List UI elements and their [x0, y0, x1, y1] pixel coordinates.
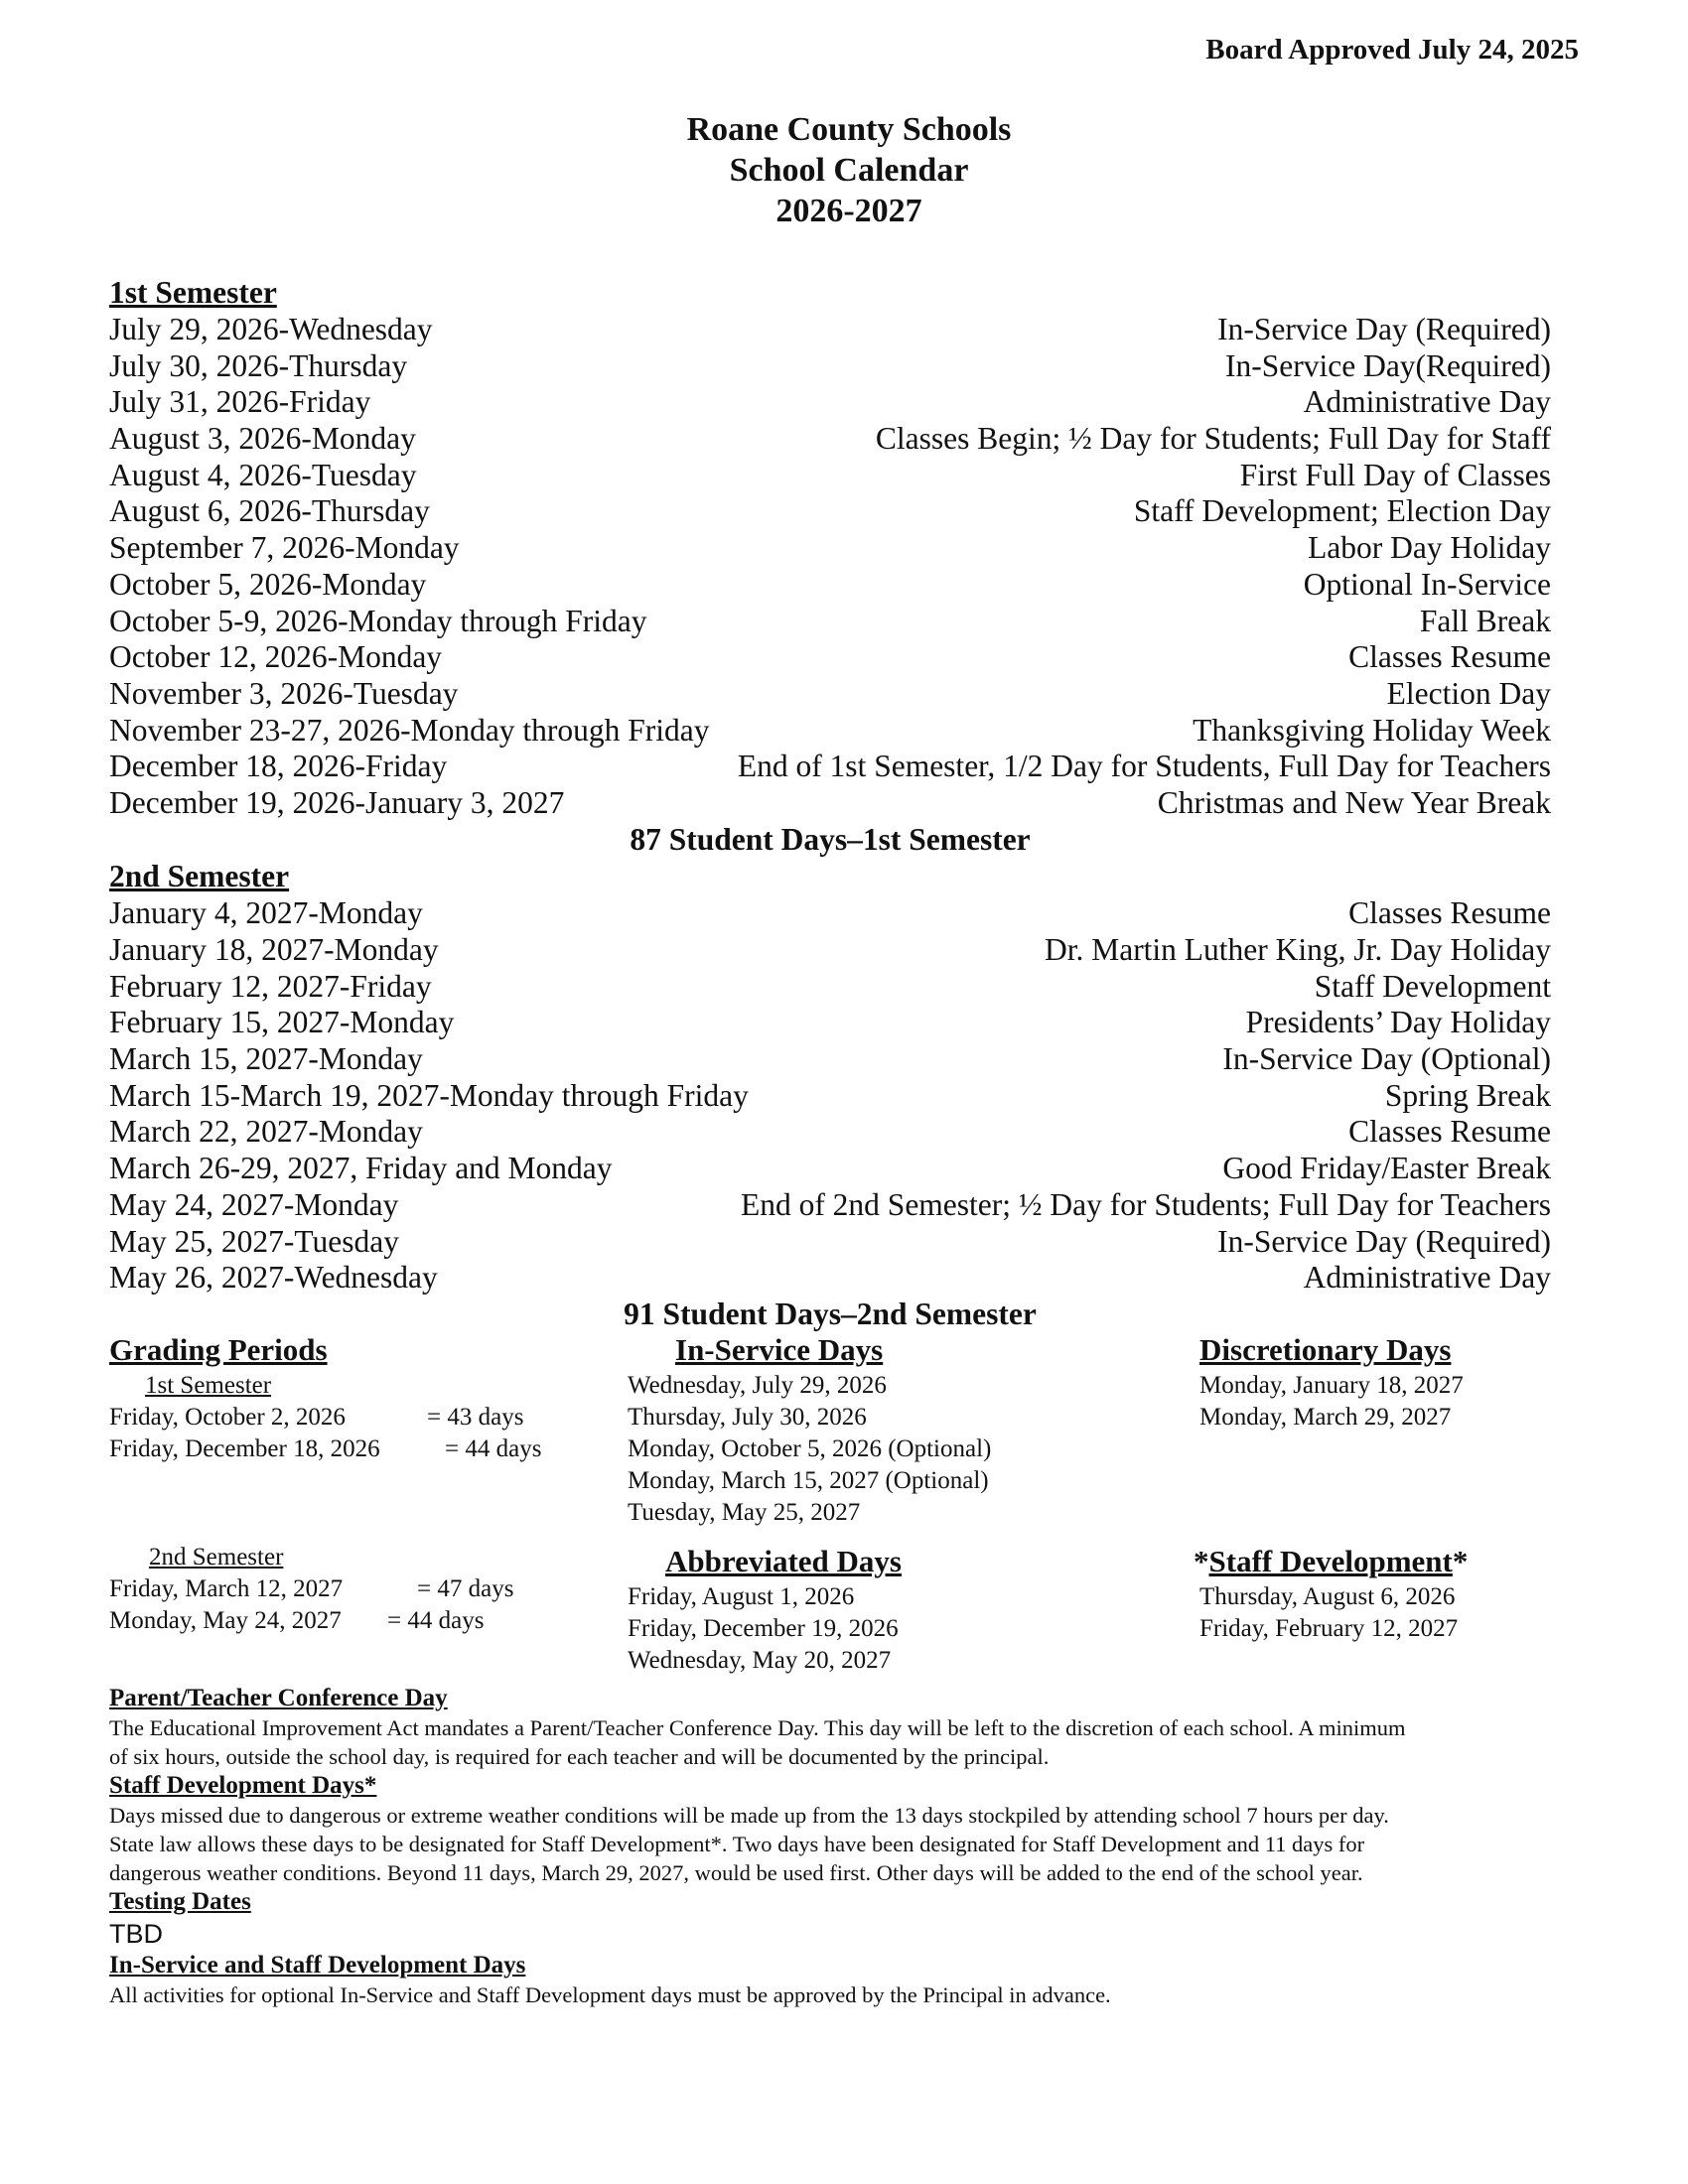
calendar-date: July 30, 2026-Thursday	[109, 347, 408, 383]
calendar-row	[109, 421, 1551, 458]
calendar-event: Classes Resume	[1348, 895, 1551, 931]
calendar-date: May 25, 2027-Tuesday	[109, 1223, 399, 1259]
calendar-date: February 15, 2027-Monday	[109, 1005, 455, 1040]
grading-date: Friday, December 18, 2026	[109, 1435, 380, 1462]
calendar-event: Presidents’ Day Holiday	[1245, 1005, 1551, 1040]
staffdev-item: Friday, February 12, 2027	[1199, 1615, 1459, 1642]
calendar-date: May 26, 2027-Wednesday	[109, 1260, 438, 1296]
calendar-date: August 4, 2026-Tuesday	[109, 457, 417, 492]
calendar-event: Spring Break	[1384, 1077, 1551, 1113]
inservice-item: Monday, March 15, 2027 (Optional)	[628, 1467, 989, 1494]
calendar-date: January 4, 2027-Monday	[109, 895, 423, 931]
calendar-row	[109, 895, 1551, 932]
calendar-row	[109, 458, 1551, 494]
school-year: 2026-2027	[775, 193, 922, 229]
calendar-event: First Full Day of Classes	[1239, 457, 1551, 492]
staffdev-text-line: Days missed due to dangerous or extreme weather conditions will be made up from the 13 days stockpiled by attending school 7 hours per day.	[109, 1803, 1389, 1828]
grading-date: Friday, October 2, 2026	[109, 1404, 346, 1431]
calendar-row	[109, 604, 1551, 640]
calendar-date: February 12, 2027-Friday	[109, 968, 432, 1004]
calendar-date: December 18, 2026-Friday	[109, 749, 448, 784]
calendar-row	[109, 713, 1551, 750]
staffdev-section	[1194, 1542, 1468, 1645]
grading-sem2-label: 2nd Semester	[149, 1544, 284, 1570]
calendar-event: End of 2nd Semester; ½ Day for Students; Full Day for Teachers	[740, 1186, 1551, 1222]
calendar-event: Staff Development	[1314, 968, 1551, 1004]
calendar-date: March 15, 2027-Monday	[109, 1041, 423, 1077]
inservice-item: Tuesday, May 25, 2027	[628, 1499, 861, 1526]
calendar-date: October 5-9, 2026-Monday through Friday	[109, 603, 647, 638]
isd-text: All activities for optional In-Service and Staff Development days must be approved by the Principal in advance.	[109, 1982, 1111, 2007]
grading-sem1-label: 1st Semester	[145, 1372, 272, 1399]
calendar-date: August 3, 2026-Monday	[109, 421, 416, 457]
inservice-item: Thursday, July 30, 2026	[628, 1404, 867, 1431]
calendar-date: August 6, 2026-Thursday	[109, 493, 430, 529]
staffdev-item: Thursday, August 6, 2026	[1199, 1583, 1456, 1610]
abbreviated-item: Friday, August 1, 2026	[628, 1583, 855, 1610]
calendar-row	[109, 1114, 1551, 1151]
grading-days: = 47 days	[417, 1575, 514, 1602]
calendar-event: Good Friday/Easter Break	[1222, 1151, 1551, 1186]
testing-heading: Testing Dates	[109, 1888, 251, 1915]
semester1-rows	[109, 312, 1551, 822]
calendar-row	[109, 1260, 1551, 1297]
inservice-item: Wednesday, July 29, 2026	[628, 1372, 887, 1399]
calendar-row	[109, 1078, 1551, 1115]
grading-periods-heading: Grading Periods	[109, 1332, 328, 1367]
page-title	[0, 109, 1688, 231]
discretionary-heading: Discretionary Days	[1199, 1332, 1452, 1367]
calendar-date: March 15-March 19, 2027-Monday through Friday	[109, 1077, 749, 1113]
calendar-event: Administrative Day	[1303, 1260, 1551, 1296]
calendar-date: November 3, 2026-Tuesday	[109, 675, 459, 711]
calendar-event: In-Service Day (Optional)	[1222, 1041, 1551, 1077]
calendar-date: September 7, 2026-Monday	[109, 530, 460, 566]
staffdev-prefix: *	[1194, 1544, 1209, 1578]
calendar-row	[109, 1224, 1551, 1261]
calendar-date: May 24, 2027-Monday	[109, 1186, 399, 1222]
grading-days: = 44 days	[387, 1607, 485, 1634]
isd-heading: In-Service and Staff Development Days	[109, 1952, 526, 1979]
calendar-date: November 23-27, 2026-Monday through Friday	[109, 712, 710, 748]
abbreviated-item: Wednesday, May 20, 2027	[628, 1647, 892, 1674]
calendar-event: Staff Development; Election Day	[1133, 493, 1551, 529]
staffdev-days-heading: Staff Development Days*	[109, 1772, 377, 1799]
staffdev-title: Staff Development	[1208, 1544, 1453, 1578]
calendar-event: Administrative Day	[1303, 384, 1551, 420]
calendar-event: Christmas and New Year Break	[1157, 784, 1551, 820]
grading-sem2	[109, 1542, 513, 1637]
calendar-row	[109, 676, 1551, 713]
calendar-row	[109, 348, 1551, 385]
calendar-date: July 31, 2026-Friday	[109, 384, 371, 420]
grading-row	[109, 1605, 513, 1637]
staffdev-heading	[1194, 1542, 1468, 1581]
district-name: Roane County Schools	[686, 111, 1012, 148]
calendar-event: Thanksgiving Holiday Week	[1193, 712, 1551, 748]
calendar-date: March 26-29, 2027, Friday and Monday	[109, 1151, 613, 1186]
grading-row	[109, 1433, 541, 1465]
calendar-event: In-Service Day (Required)	[1217, 1223, 1551, 1259]
semester2-total: 91 Student Days–2nd Semester	[624, 1296, 1037, 1331]
inservice-item: Monday, October 5, 2026 (Optional)	[628, 1435, 992, 1462]
calendar-row	[109, 493, 1551, 530]
testing-text: TBD	[109, 1919, 163, 1949]
calendar-event: Classes Resume	[1348, 1114, 1551, 1150]
inservice-heading: In-Service Days	[675, 1332, 884, 1367]
ptc-text-line: The Educational Improvement Act mandates a Parent/Teacher Conference Day. This day will be left to the discretion of each school. A minimum	[109, 1715, 1406, 1740]
semester2-rows	[109, 895, 1551, 1297]
calendar-row	[109, 749, 1551, 785]
calendar-event: Classes Resume	[1348, 639, 1551, 675]
grading-row	[109, 1402, 541, 1433]
calendar-event: Classes Begin; ½ Day for Students; Full Day for Staff	[875, 421, 1551, 457]
grading-days: = 44 days	[445, 1435, 542, 1462]
calendar-row	[109, 932, 1551, 969]
calendar-date: March 22, 2027-Monday	[109, 1114, 423, 1150]
discretionary-column	[1194, 1330, 1469, 1642]
semester-schedule	[109, 274, 1551, 1333]
staffdev-text-line: dangerous weather conditions. Beyond 11 days, March 29, 2027, would be used first. Other days will be added to the end of the school year.	[109, 1860, 1363, 1885]
semester1-heading: 1st Semester	[109, 275, 277, 310]
calendar-date: December 19, 2026-January 3, 2027	[109, 784, 565, 820]
calendar-event: Optional In-Service	[1303, 566, 1551, 602]
calendar-date: July 29, 2026-Wednesday	[109, 312, 433, 346]
abbreviated-item: Friday, December 19, 2026	[628, 1615, 899, 1642]
notes-section	[109, 1684, 1579, 2009]
inservice-column	[628, 1330, 992, 1674]
calendar-row	[109, 530, 1551, 567]
calendar-row	[109, 639, 1551, 676]
staffdev-suffix: *	[1452, 1544, 1469, 1578]
grading-row	[109, 1573, 513, 1605]
ptc-text-line: of six hours, outside the school day, is required for each teacher and will be documented by the principal.	[109, 1744, 1050, 1769]
calendar-row	[109, 1151, 1551, 1187]
calendar-row	[109, 312, 1551, 348]
calendar-row	[109, 384, 1551, 421]
staffdev-text-line: State law allows these days to be designated for Staff Development*. Two days have been designated for Staff Development and 11 days for	[109, 1832, 1365, 1856]
calendar-event: End of 1st Semester, 1/2 Day for Students, Full Day for Teachers	[737, 749, 1551, 784]
calendar-event: In-Service Day(Required)	[1225, 347, 1551, 383]
calendar-event: Dr. Martin Luther King, Jr. Day Holiday	[1044, 932, 1551, 967]
grading-date: Friday, March 12, 2027	[109, 1575, 344, 1602]
grading-date: Monday, May 24, 2027	[109, 1607, 342, 1634]
board-approved-date: Board Approved July 24, 2025	[1205, 34, 1579, 66]
ptc-heading: Parent/Teacher Conference Day	[109, 1685, 448, 1711]
calendar-event: Fall Break	[1419, 603, 1551, 638]
calendar-date: October 12, 2026-Monday	[109, 639, 443, 675]
calendar-date: October 5, 2026-Monday	[109, 566, 427, 602]
semester1-total: 87 Student Days–1st Semester	[630, 821, 1031, 857]
calendar-row	[109, 1005, 1551, 1041]
calendar-row	[109, 785, 1551, 822]
calendar-date: January 18, 2027-Monday	[109, 932, 439, 967]
semester2-heading: 2nd Semester	[109, 859, 290, 894]
abbreviated-heading: Abbreviated Days	[665, 1544, 902, 1578]
calendar-title: School Calendar	[729, 152, 969, 189]
calendar-row	[109, 1187, 1551, 1224]
grading-days: = 43 days	[427, 1404, 524, 1431]
calendar-event: Labor Day Holiday	[1308, 530, 1551, 566]
discretionary-item: Monday, January 18, 2027	[1199, 1372, 1464, 1399]
calendar-row	[109, 1041, 1551, 1078]
calendar-row	[109, 567, 1551, 604]
calendar-row	[109, 969, 1551, 1006]
discretionary-item: Monday, March 29, 2027	[1199, 1404, 1452, 1431]
calendar-event: In-Service Day (Required)	[1217, 312, 1551, 346]
abbreviated-section	[628, 1542, 902, 1677]
grading-periods-column	[109, 1330, 542, 1634]
calendar-event: Election Day	[1386, 675, 1551, 711]
